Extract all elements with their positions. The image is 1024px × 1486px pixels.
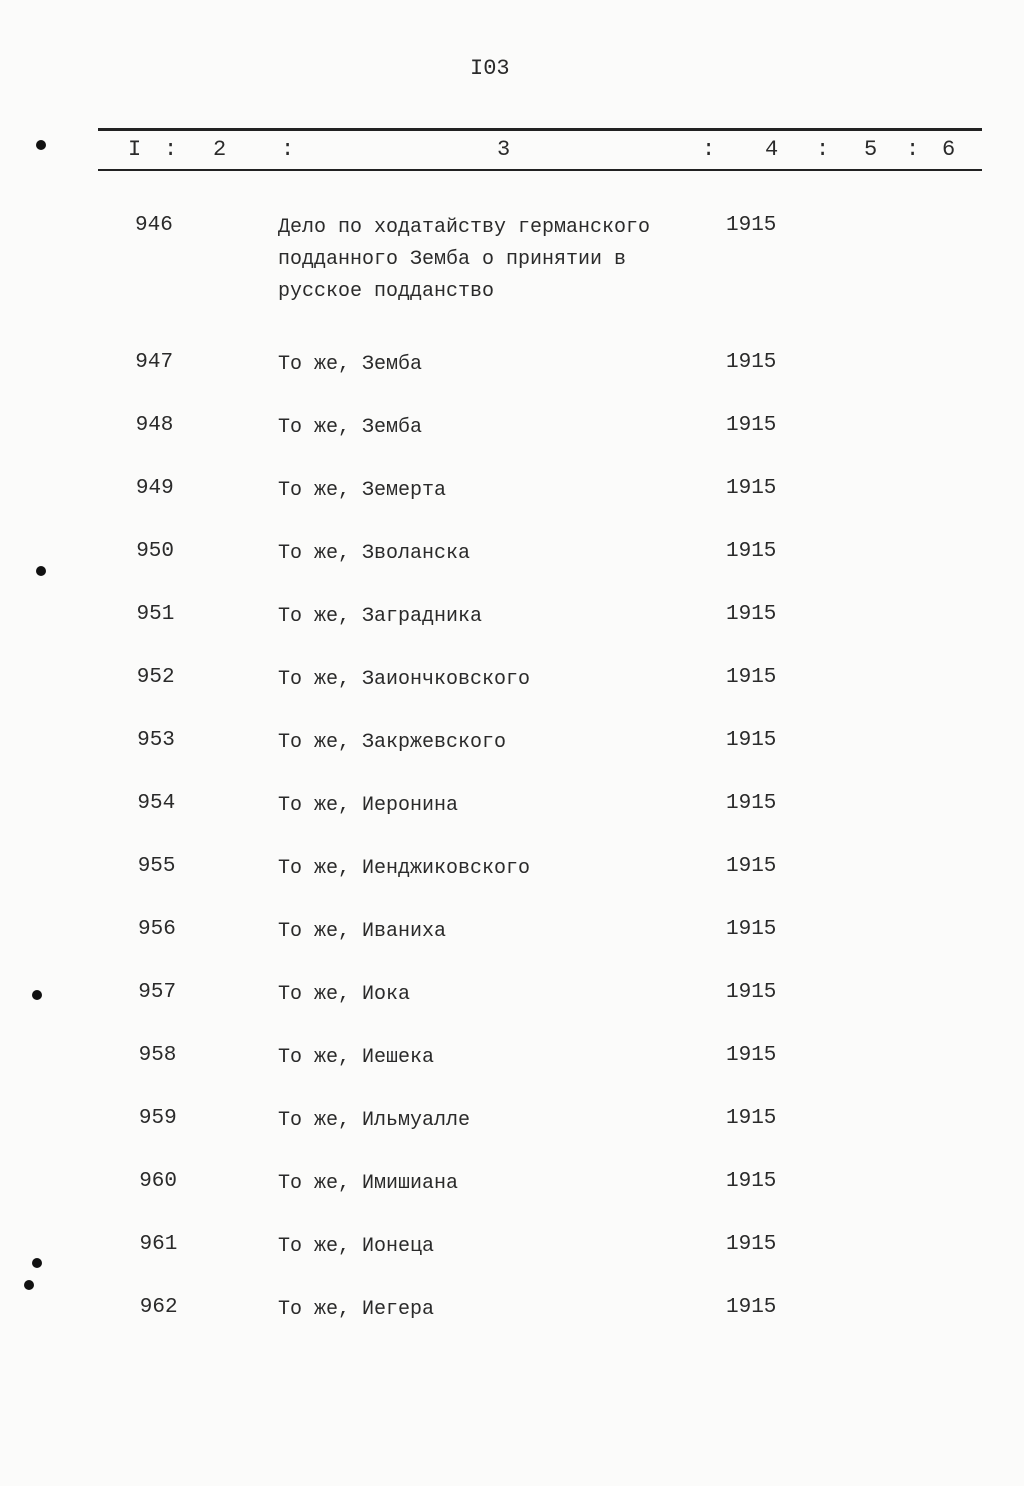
row-year: 1915 [726, 1296, 777, 1319]
column-separator: : [816, 137, 830, 162]
row-year: 1915 [726, 792, 777, 815]
row-number: 954 [137, 792, 176, 815]
row-year: 1915 [726, 855, 777, 878]
row-description: То же, Иваниха [278, 920, 447, 943]
row-number: 948 [135, 414, 174, 437]
row-description: То же, Иенджиковского [278, 857, 531, 880]
column-header-I: I [128, 137, 142, 162]
page-number: I03 [470, 56, 510, 81]
row-number: 959 [138, 1107, 177, 1130]
row-number: 946 [135, 214, 173, 237]
row-year: 1915 [726, 1233, 777, 1256]
row-description: То же, Ионеца [278, 1235, 435, 1258]
row-description: То же, Иеронина [278, 794, 459, 817]
row-number: 956 [138, 918, 176, 941]
row-number: 960 [139, 1170, 177, 1193]
row-year: 1915 [726, 214, 777, 237]
row-description: То же, Закржевского [278, 731, 507, 754]
column-header-3: 3 [497, 137, 511, 162]
row-number: 955 [137, 855, 176, 878]
row-number: 958 [138, 1044, 177, 1067]
row-number: 957 [138, 981, 177, 1004]
row-year: 1915 [726, 666, 777, 689]
column-separator: : [164, 137, 178, 162]
row-year: 1915 [726, 540, 777, 563]
row-description: Дело по ходатайству германского подданного Земба о принятии в русское подданство [278, 216, 651, 303]
header-top-rule [98, 128, 982, 131]
row-description: То же, Ильмуалле [278, 1109, 471, 1132]
row-description: То же, Заградника [278, 605, 483, 628]
punch-hole-mark [32, 1258, 42, 1268]
row-number: 961 [139, 1233, 178, 1256]
header-bottom-rule [98, 169, 982, 171]
row-number: 950 [136, 540, 174, 563]
row-year: 1915 [726, 477, 777, 500]
row-year: 1915 [726, 918, 777, 941]
row-description: То же, Иока [278, 983, 411, 1006]
punch-hole-mark [36, 140, 46, 150]
column-header-5: 5 [864, 137, 878, 162]
row-description: То же, Имишиана [278, 1172, 459, 1195]
column-separator: : [281, 137, 295, 162]
row-number: 947 [135, 351, 174, 374]
row-year: 1915 [726, 729, 777, 752]
column-separator: : [702, 137, 716, 162]
punch-hole-mark [36, 566, 46, 576]
punch-hole-mark [24, 1280, 34, 1290]
row-description: То же, Земерта [278, 479, 447, 502]
row-description: То же, Земба [278, 353, 423, 376]
row-number: 953 [137, 729, 175, 752]
column-header-2: 2 [213, 137, 227, 162]
row-number: 949 [135, 477, 174, 500]
row-year: 1915 [726, 351, 777, 374]
row-year: 1915 [726, 603, 777, 626]
column-header-4: 4 [765, 137, 779, 162]
row-year: 1915 [726, 981, 777, 1004]
row-description: То же, Заиончковского [278, 668, 531, 691]
column-header-6: 6 [942, 137, 956, 162]
row-number: 951 [136, 603, 175, 626]
row-number: 962 [139, 1296, 178, 1319]
punch-hole-mark [32, 990, 42, 1000]
column-separator: : [906, 137, 920, 162]
row-year: 1915 [726, 1170, 777, 1193]
row-description: То же, Земба [278, 416, 423, 439]
row-description: То же, Иегера [278, 1298, 435, 1321]
row-year: 1915 [726, 414, 777, 437]
row-number: 952 [136, 666, 175, 689]
row-year: 1915 [726, 1107, 777, 1130]
row-year: 1915 [726, 1044, 777, 1067]
row-description: То же, Зволанска [278, 542, 471, 565]
row-description: То же, Иешека [278, 1046, 435, 1069]
